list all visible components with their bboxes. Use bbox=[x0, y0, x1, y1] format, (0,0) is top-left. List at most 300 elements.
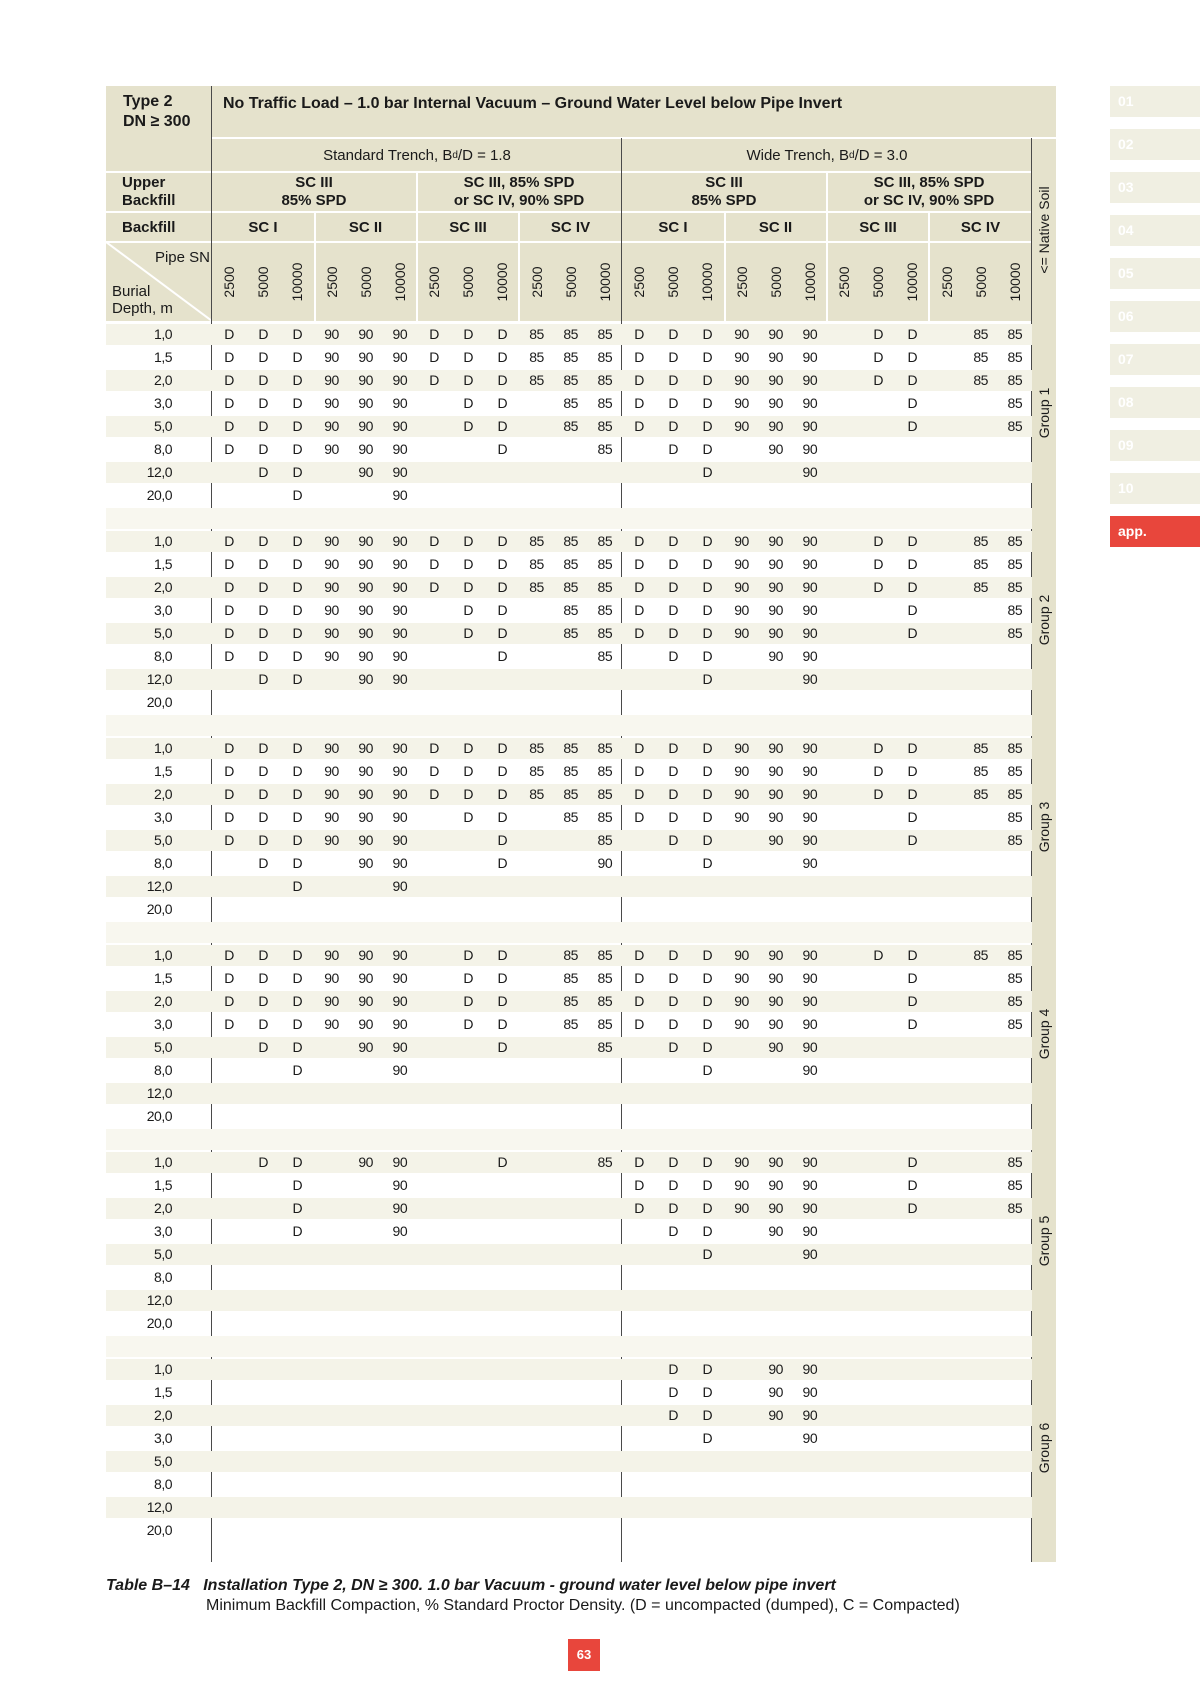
burial-depth-value: 1,5 bbox=[154, 1384, 172, 1400]
table-cell bbox=[622, 646, 656, 667]
table-cell bbox=[964, 1083, 998, 1104]
table-cell bbox=[520, 1014, 554, 1035]
table-cell bbox=[656, 1451, 690, 1472]
table-cell: 85 bbox=[529, 372, 544, 388]
burial-depth-value: 12,0 bbox=[146, 671, 172, 687]
table-cell bbox=[861, 1428, 895, 1449]
burial-depth-value: 1,0 bbox=[154, 1361, 172, 1377]
table-cell bbox=[759, 899, 793, 920]
table-cell bbox=[588, 1175, 622, 1196]
table-cell bbox=[349, 1267, 383, 1288]
table-cell: 85 bbox=[1007, 809, 1023, 825]
table-cell bbox=[417, 462, 451, 483]
chapter-tab[interactable]: 05 bbox=[1110, 258, 1200, 289]
pipe-sn-value: 5000 bbox=[665, 266, 682, 298]
group-separator bbox=[106, 508, 1032, 529]
table-cell: 90 bbox=[734, 418, 749, 434]
table-cell bbox=[349, 1313, 383, 1334]
table-cell bbox=[451, 1313, 485, 1334]
burial-depth-value: 2,0 bbox=[154, 579, 172, 595]
caption-title: Installation Type 2, DN ≥ 300. 1.0 bar Vacuum - ground water level below pipe invert bbox=[203, 1577, 836, 1594]
table-cell bbox=[485, 1267, 519, 1288]
table-cell bbox=[827, 830, 861, 851]
table-cell bbox=[930, 439, 964, 460]
table-cell: D bbox=[634, 418, 644, 434]
table-cell bbox=[485, 1198, 519, 1219]
table-cell: 90 bbox=[768, 395, 783, 411]
table-cell bbox=[212, 1244, 246, 1265]
table-cell bbox=[998, 1451, 1032, 1472]
table-cell bbox=[485, 899, 519, 920]
table-cell bbox=[690, 1267, 724, 1288]
table-cell: D bbox=[292, 533, 303, 549]
table-cell bbox=[861, 646, 895, 667]
table-cell: D bbox=[702, 349, 713, 365]
caption-note: Minimum Backfill Compaction, % Standard Proctor Density. (D = uncompacted (dumped), C = Compacted) bbox=[206, 1597, 960, 1614]
table-cell bbox=[349, 692, 383, 713]
table-cell bbox=[725, 830, 759, 851]
table-cell: 85 bbox=[1007, 556, 1023, 572]
chapter-tab[interactable]: 01 bbox=[1110, 86, 1200, 117]
table-cell: 90 bbox=[802, 533, 818, 549]
table-cell bbox=[622, 1083, 656, 1104]
chapter-tab[interactable]: 02 bbox=[1110, 129, 1200, 160]
pipe-sn-header bbox=[930, 250, 964, 314]
table-cell bbox=[280, 1106, 314, 1127]
table-cell: D bbox=[907, 418, 918, 434]
table-cell bbox=[588, 462, 622, 483]
table-cell bbox=[930, 1313, 964, 1334]
table-cell: 90 bbox=[768, 740, 783, 756]
table-cell: 85 bbox=[597, 993, 613, 1009]
burial-depth-value: 8,0 bbox=[154, 855, 172, 871]
table-cell bbox=[725, 669, 759, 690]
table-cell: 85 bbox=[597, 395, 613, 411]
table-cell: 90 bbox=[802, 1223, 818, 1239]
table-cell: D bbox=[224, 970, 234, 986]
pipe-sn-header bbox=[827, 250, 861, 314]
table-cell bbox=[622, 1060, 656, 1081]
table-cell bbox=[930, 1359, 964, 1380]
table-cell: 85 bbox=[563, 809, 578, 825]
table-cell bbox=[212, 1267, 246, 1288]
table-cell bbox=[212, 1175, 246, 1196]
table-cell bbox=[861, 1497, 895, 1518]
table-cell bbox=[930, 462, 964, 483]
table-cell bbox=[964, 1405, 998, 1426]
table-cell bbox=[520, 439, 554, 460]
table-cell bbox=[383, 1497, 417, 1518]
table-cell bbox=[383, 1313, 417, 1334]
table-cell bbox=[861, 439, 895, 460]
table-cell: D bbox=[668, 349, 678, 365]
table-cell: D bbox=[907, 1177, 918, 1193]
table-cell: 85 bbox=[597, 349, 613, 365]
upper-backfill-group-1: SC III 85% SPD bbox=[281, 174, 347, 209]
table-cell: 90 bbox=[768, 993, 783, 1009]
table-cell: D bbox=[258, 740, 268, 756]
burial-depth-value: 20,0 bbox=[146, 694, 172, 710]
table-cell bbox=[588, 1359, 622, 1380]
table-cell: D bbox=[668, 1154, 678, 1170]
pipe-sn-header bbox=[485, 250, 519, 314]
table-cell: D bbox=[463, 372, 473, 388]
table-cell: D bbox=[634, 625, 644, 641]
table-cell bbox=[554, 1060, 588, 1081]
table-cell bbox=[554, 1359, 588, 1380]
table-cell: D bbox=[258, 556, 268, 572]
table-cell bbox=[417, 968, 451, 989]
table-cell bbox=[793, 876, 827, 897]
table-cell bbox=[998, 1359, 1032, 1380]
table-cell: D bbox=[497, 1039, 508, 1055]
table-cell bbox=[212, 1198, 246, 1219]
table-cell bbox=[349, 1221, 383, 1242]
table-cell bbox=[554, 1290, 588, 1311]
table-cell bbox=[895, 485, 929, 506]
table-cell bbox=[622, 1267, 656, 1288]
table-cell: 90 bbox=[392, 1223, 408, 1239]
table-cell bbox=[725, 1037, 759, 1058]
table-cell bbox=[930, 784, 964, 805]
table-cell: 90 bbox=[324, 349, 339, 365]
table-cell bbox=[930, 577, 964, 598]
table-cell bbox=[246, 1313, 280, 1334]
table-cell bbox=[212, 1037, 246, 1058]
table-cell: 85 bbox=[597, 533, 613, 549]
table-cell bbox=[554, 1037, 588, 1058]
table-cell bbox=[315, 1037, 349, 1058]
table-cell: D bbox=[463, 579, 473, 595]
table-cell: 90 bbox=[734, 809, 749, 825]
table-cell bbox=[212, 1451, 246, 1472]
table-cell: 90 bbox=[734, 326, 749, 342]
table-cell bbox=[930, 416, 964, 437]
table-cell bbox=[964, 1290, 998, 1311]
table-cell bbox=[554, 1221, 588, 1242]
table-cell: 90 bbox=[358, 579, 373, 595]
table-cell: 90 bbox=[324, 326, 339, 342]
table-cell: D bbox=[907, 1016, 918, 1032]
table-cell bbox=[417, 1060, 451, 1081]
table-cell bbox=[895, 1313, 929, 1334]
table-cell: 90 bbox=[802, 1177, 818, 1193]
table-cell: 85 bbox=[529, 533, 544, 549]
group-label bbox=[1032, 528, 1056, 712]
table-cell bbox=[895, 1359, 929, 1380]
table-cell: 90 bbox=[802, 556, 818, 572]
pipe-sn-header bbox=[451, 250, 485, 314]
table-cell bbox=[998, 1428, 1032, 1449]
table-cell: 90 bbox=[768, 763, 783, 779]
table-cell bbox=[383, 1451, 417, 1472]
table-cell: D bbox=[258, 533, 268, 549]
table-cell bbox=[827, 646, 861, 667]
pipe-sn-header bbox=[895, 250, 929, 314]
table-cell: D bbox=[429, 326, 439, 342]
table-cell: D bbox=[702, 1154, 713, 1170]
table-cell bbox=[725, 1520, 759, 1541]
table-cell bbox=[280, 1497, 314, 1518]
table-cell bbox=[964, 1267, 998, 1288]
table-cell: D bbox=[668, 1361, 678, 1377]
table-cell: 90 bbox=[358, 970, 373, 986]
table-cell: D bbox=[907, 786, 918, 802]
group-separator bbox=[106, 1336, 1032, 1357]
table-cell bbox=[485, 1313, 519, 1334]
table-cell bbox=[656, 485, 690, 506]
table-cell bbox=[417, 945, 451, 966]
table-cell: 90 bbox=[392, 648, 408, 664]
table-cell bbox=[690, 692, 724, 713]
table-cell bbox=[827, 1175, 861, 1196]
table-cell: D bbox=[497, 832, 508, 848]
table-cell bbox=[383, 1290, 417, 1311]
table-cell: 90 bbox=[768, 1154, 783, 1170]
table-cell bbox=[827, 1359, 861, 1380]
table-cell bbox=[827, 853, 861, 874]
table-cell bbox=[520, 692, 554, 713]
chapter-tab[interactable]: app. bbox=[1110, 516, 1200, 547]
table-cell bbox=[451, 439, 485, 460]
table-cell: 90 bbox=[324, 970, 339, 986]
table-cell bbox=[588, 1106, 622, 1127]
table-cell: D bbox=[224, 602, 234, 618]
table-cell bbox=[520, 1198, 554, 1219]
table-cell bbox=[964, 968, 998, 989]
table-cell: 90 bbox=[324, 1016, 339, 1032]
table-cell bbox=[895, 1428, 929, 1449]
table-cell: D bbox=[668, 533, 678, 549]
table-cell bbox=[861, 462, 895, 483]
table-cell: 90 bbox=[358, 441, 373, 457]
table-cell: D bbox=[702, 579, 713, 595]
table-cell: 90 bbox=[324, 556, 339, 572]
table-cell bbox=[417, 1106, 451, 1127]
table-title: No Traffic Load – 1.0 bar Internal Vacuum – Ground Water Level below Pipe Invert bbox=[223, 95, 843, 112]
table-cell: D bbox=[873, 947, 883, 963]
table-cell bbox=[417, 1520, 451, 1541]
table-cell bbox=[964, 1474, 998, 1495]
table-cell bbox=[656, 1497, 690, 1518]
table-cell: 90 bbox=[802, 1430, 818, 1446]
table-cell: 85 bbox=[563, 740, 578, 756]
pipe-sn-header bbox=[417, 250, 451, 314]
table-cell bbox=[656, 1428, 690, 1449]
table-cell bbox=[212, 1405, 246, 1426]
chapter-tab[interactable]: 04 bbox=[1110, 215, 1200, 246]
table-cell: 90 bbox=[768, 648, 783, 664]
chapter-tab[interactable]: 08 bbox=[1110, 387, 1200, 418]
table-cell bbox=[520, 485, 554, 506]
table-cell bbox=[827, 692, 861, 713]
pipe-sn-value: 10000 bbox=[391, 262, 408, 302]
chapter-tab[interactable]: 10 bbox=[1110, 473, 1200, 504]
pipe-sn-value: 10000 bbox=[596, 262, 613, 302]
table-cell: 90 bbox=[802, 1039, 818, 1055]
table-cell: 85 bbox=[597, 832, 613, 848]
table-cell bbox=[349, 1405, 383, 1426]
table-cell bbox=[930, 669, 964, 690]
table-cell bbox=[656, 1267, 690, 1288]
table-cell: D bbox=[497, 993, 508, 1009]
table-cell bbox=[895, 646, 929, 667]
table-cell bbox=[656, 669, 690, 690]
table-cell bbox=[417, 1474, 451, 1495]
burial-depth-value: 8,0 bbox=[154, 1062, 172, 1078]
table-cell bbox=[861, 1221, 895, 1242]
table-cell: D bbox=[224, 349, 234, 365]
table-cell: D bbox=[634, 1177, 644, 1193]
table-cell: 85 bbox=[1007, 418, 1023, 434]
chapter-tab[interactable]: 06 bbox=[1110, 301, 1200, 332]
table-cell bbox=[759, 1267, 793, 1288]
table-cell bbox=[485, 1244, 519, 1265]
chapter-tab[interactable]: 09 bbox=[1110, 430, 1200, 461]
table-cell bbox=[588, 1428, 622, 1449]
table-cell bbox=[520, 1313, 554, 1334]
table-cell: 90 bbox=[358, 763, 373, 779]
table-cell: 90 bbox=[392, 878, 408, 894]
table-cell: 90 bbox=[768, 1384, 783, 1400]
table-cell: 90 bbox=[392, 579, 408, 595]
table-cell bbox=[622, 1106, 656, 1127]
table-cell bbox=[417, 899, 451, 920]
table-cell bbox=[588, 1405, 622, 1426]
table-cell: 90 bbox=[358, 855, 373, 871]
burial-depth-value: 3,0 bbox=[154, 602, 172, 618]
burial-depth-value: 5,0 bbox=[154, 625, 172, 641]
table-cell bbox=[212, 1497, 246, 1518]
table-cell bbox=[827, 968, 861, 989]
pipe-sn-value: 10000 bbox=[699, 262, 716, 302]
table-cell bbox=[964, 416, 998, 437]
table-cell: D bbox=[292, 625, 303, 641]
table-cell bbox=[349, 1451, 383, 1472]
table-cell bbox=[417, 830, 451, 851]
table-cell: D bbox=[258, 809, 268, 825]
table-cell: 85 bbox=[597, 418, 613, 434]
table-cell bbox=[861, 807, 895, 828]
table-cell: 90 bbox=[768, 1223, 783, 1239]
table-cell: D bbox=[668, 993, 678, 1009]
table-cell bbox=[930, 899, 964, 920]
table-cell: 85 bbox=[529, 740, 544, 756]
table-cell bbox=[725, 1244, 759, 1265]
table-cell bbox=[827, 1014, 861, 1035]
table-cell bbox=[212, 853, 246, 874]
table-cell: D bbox=[463, 418, 473, 434]
table-cell: 90 bbox=[324, 993, 339, 1009]
table-cell bbox=[622, 899, 656, 920]
table-cell: 85 bbox=[597, 625, 613, 641]
table-cell bbox=[725, 1474, 759, 1495]
pipe-sn-header bbox=[246, 250, 280, 314]
table-cell: 90 bbox=[734, 533, 749, 549]
table-cell: D bbox=[702, 1223, 713, 1239]
table-cell: 85 bbox=[563, 326, 578, 342]
table-cell: 90 bbox=[324, 418, 339, 434]
chapter-tab[interactable]: 03 bbox=[1110, 172, 1200, 203]
table-cell: 90 bbox=[392, 441, 408, 457]
table-cell bbox=[315, 1405, 349, 1426]
table-cell bbox=[759, 1083, 793, 1104]
table-cell bbox=[315, 899, 349, 920]
table-cell: 90 bbox=[734, 395, 749, 411]
table-cell bbox=[485, 485, 519, 506]
table-cell: 90 bbox=[358, 464, 373, 480]
table-cell: 90 bbox=[734, 1200, 749, 1216]
table-cell: D bbox=[292, 1016, 303, 1032]
table-cell bbox=[451, 830, 485, 851]
chapter-tab[interactable]: 07 bbox=[1110, 344, 1200, 375]
table-cell: 85 bbox=[597, 602, 613, 618]
table-cell bbox=[793, 1474, 827, 1495]
table-cell: 85 bbox=[597, 648, 613, 664]
table-cell: 90 bbox=[392, 740, 408, 756]
table-cell: 85 bbox=[973, 947, 988, 963]
table-cell bbox=[349, 485, 383, 506]
table-cell: 85 bbox=[597, 326, 613, 342]
burial-depth-value: 8,0 bbox=[154, 1269, 172, 1285]
table-cell bbox=[451, 646, 485, 667]
table-cell bbox=[861, 1060, 895, 1081]
table-cell: D bbox=[702, 1361, 713, 1377]
pipe-sn-value: 10000 bbox=[494, 262, 511, 302]
table-cell bbox=[280, 1405, 314, 1426]
table-cell: D bbox=[634, 349, 644, 365]
table-cell bbox=[588, 1497, 622, 1518]
table-cell: 85 bbox=[529, 349, 544, 365]
table-cell bbox=[451, 1382, 485, 1403]
table-cell bbox=[280, 1244, 314, 1265]
table-cell: D bbox=[497, 970, 508, 986]
table-cell bbox=[315, 1313, 349, 1334]
table-cell: D bbox=[258, 372, 268, 388]
table-cell bbox=[349, 1060, 383, 1081]
table-cell: 85 bbox=[1007, 1177, 1023, 1193]
table-cell: D bbox=[668, 579, 678, 595]
table-cell bbox=[349, 1428, 383, 1449]
table-cell bbox=[520, 623, 554, 644]
table-cell bbox=[725, 876, 759, 897]
table-cell bbox=[759, 1060, 793, 1081]
table-cell: 85 bbox=[973, 326, 988, 342]
table-cell bbox=[485, 669, 519, 690]
table-cell bbox=[554, 853, 588, 874]
table-cell: 85 bbox=[973, 372, 988, 388]
table-cell: 85 bbox=[563, 993, 578, 1009]
table-cell: 90 bbox=[768, 372, 783, 388]
table-cell bbox=[554, 899, 588, 920]
table-cell: 85 bbox=[563, 763, 578, 779]
table-cell: 85 bbox=[1007, 993, 1023, 1009]
table-cell bbox=[998, 853, 1032, 874]
table-cell: D bbox=[258, 947, 268, 963]
table-cell: 90 bbox=[358, 372, 373, 388]
table-cell bbox=[622, 1290, 656, 1311]
pipe-sn-value: 10000 bbox=[1006, 262, 1023, 302]
table-cell bbox=[656, 853, 690, 874]
table-cell: D bbox=[429, 740, 439, 756]
table-cell: 90 bbox=[802, 1361, 818, 1377]
table-cell bbox=[827, 485, 861, 506]
table-cell: D bbox=[702, 441, 713, 457]
table-cell bbox=[964, 1451, 998, 1472]
table-cell bbox=[588, 1060, 622, 1081]
table-cell bbox=[759, 1244, 793, 1265]
table-cell bbox=[861, 393, 895, 414]
